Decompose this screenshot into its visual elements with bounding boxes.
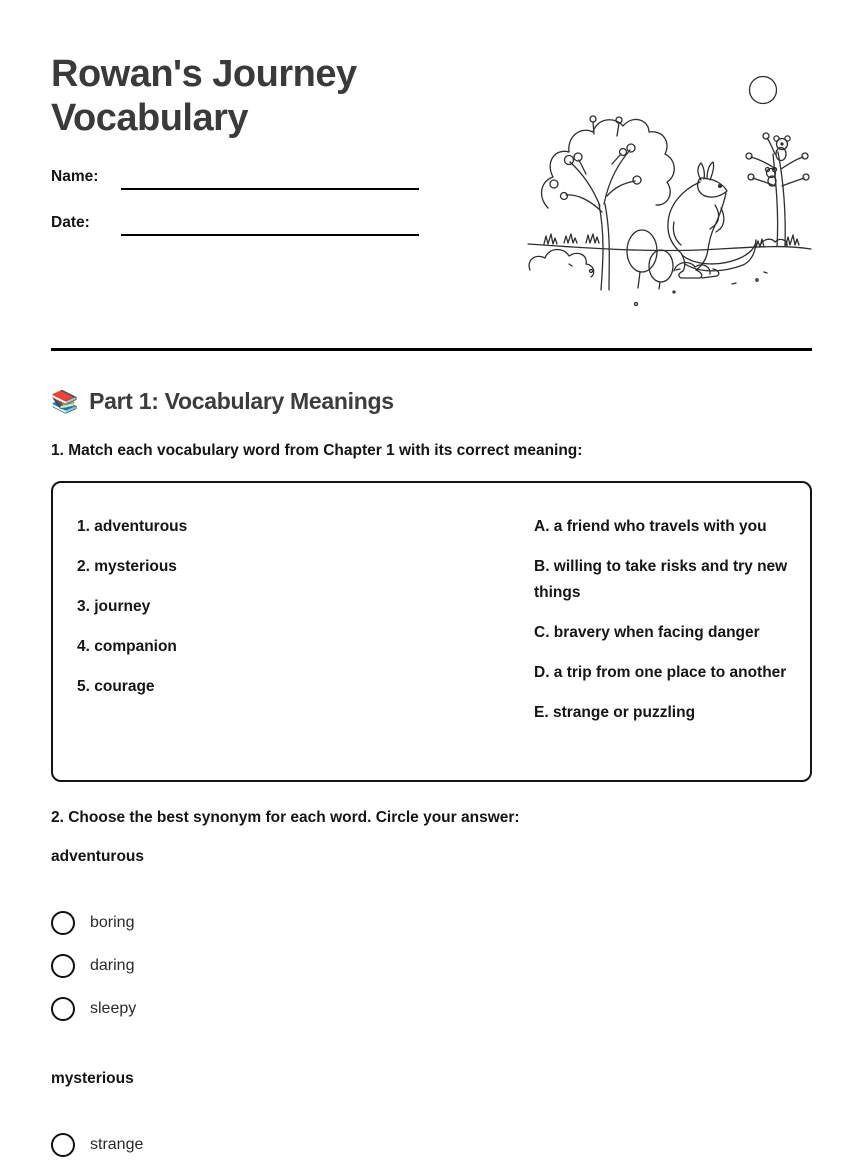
radio-option-label: daring [90,957,135,974]
name-label: Name: [51,168,99,185]
mysterious-options [51,1133,812,1176]
page-title: Rowan's Journey Vocabulary [51,53,357,139]
books-icon: 📚 [51,388,79,414]
match-word: 1. adventurous [77,518,188,535]
date-field-row [51,210,421,236]
synonym-word-adventurous: adventurous [51,848,145,865]
radio-option-label: sleepy [90,1000,137,1017]
radio-option-label: strange [90,1136,144,1153]
match-meanings-column [534,514,792,740]
match-meaning: B. willing to take risks and try new things [534,558,788,601]
date-input[interactable] [121,210,419,236]
part1-heading [51,388,812,415]
section-divider [51,348,812,351]
match-word: 5. courage [77,678,155,695]
match-meaning: A. a friend who travels with you [534,518,767,535]
kangaroo [668,162,756,278]
match-word: 3. journey [77,598,151,615]
part1-heading-text: Part 1: Vocabulary Meanings [89,388,394,414]
radio-button[interactable] [51,1133,75,1157]
radio-option[interactable] [51,997,812,1021]
name-input[interactable] [121,164,419,190]
match-meaning: E. strange or puzzling [534,704,696,721]
worksheet-header [51,52,812,348]
synonym-word-mysterious: mysterious [51,1070,134,1087]
radio-button[interactable] [51,954,75,978]
match-word: 2. mysterious [77,558,177,575]
radio-button[interactable] [51,911,75,935]
question2-prompt: 2. Choose the best synonym for each word. Circle your answer: [51,809,520,826]
radio-option-label: boring [90,914,135,931]
radio-button[interactable] [51,997,75,1021]
adventurous-options [51,911,812,1040]
radio-option[interactable] [51,954,812,978]
name-field-row [51,164,421,190]
matching-box [51,481,812,782]
match-meaning: C. bravery when facing danger [534,624,760,641]
sun-icon [750,77,777,104]
match-word: 4. companion [77,638,177,655]
koala-icon [774,136,790,161]
match-words-column [77,514,534,740]
date-label: Date: [51,214,90,231]
question1-prompt: 1. Match each vocabulary word from Chapter 1 with its correct meaning: [51,442,583,459]
match-meaning: D. a trip from one place to another [534,664,787,681]
radio-option[interactable] [51,911,812,935]
radio-option[interactable] [51,1133,812,1157]
kangaroo-bush-illustration [524,74,814,319]
